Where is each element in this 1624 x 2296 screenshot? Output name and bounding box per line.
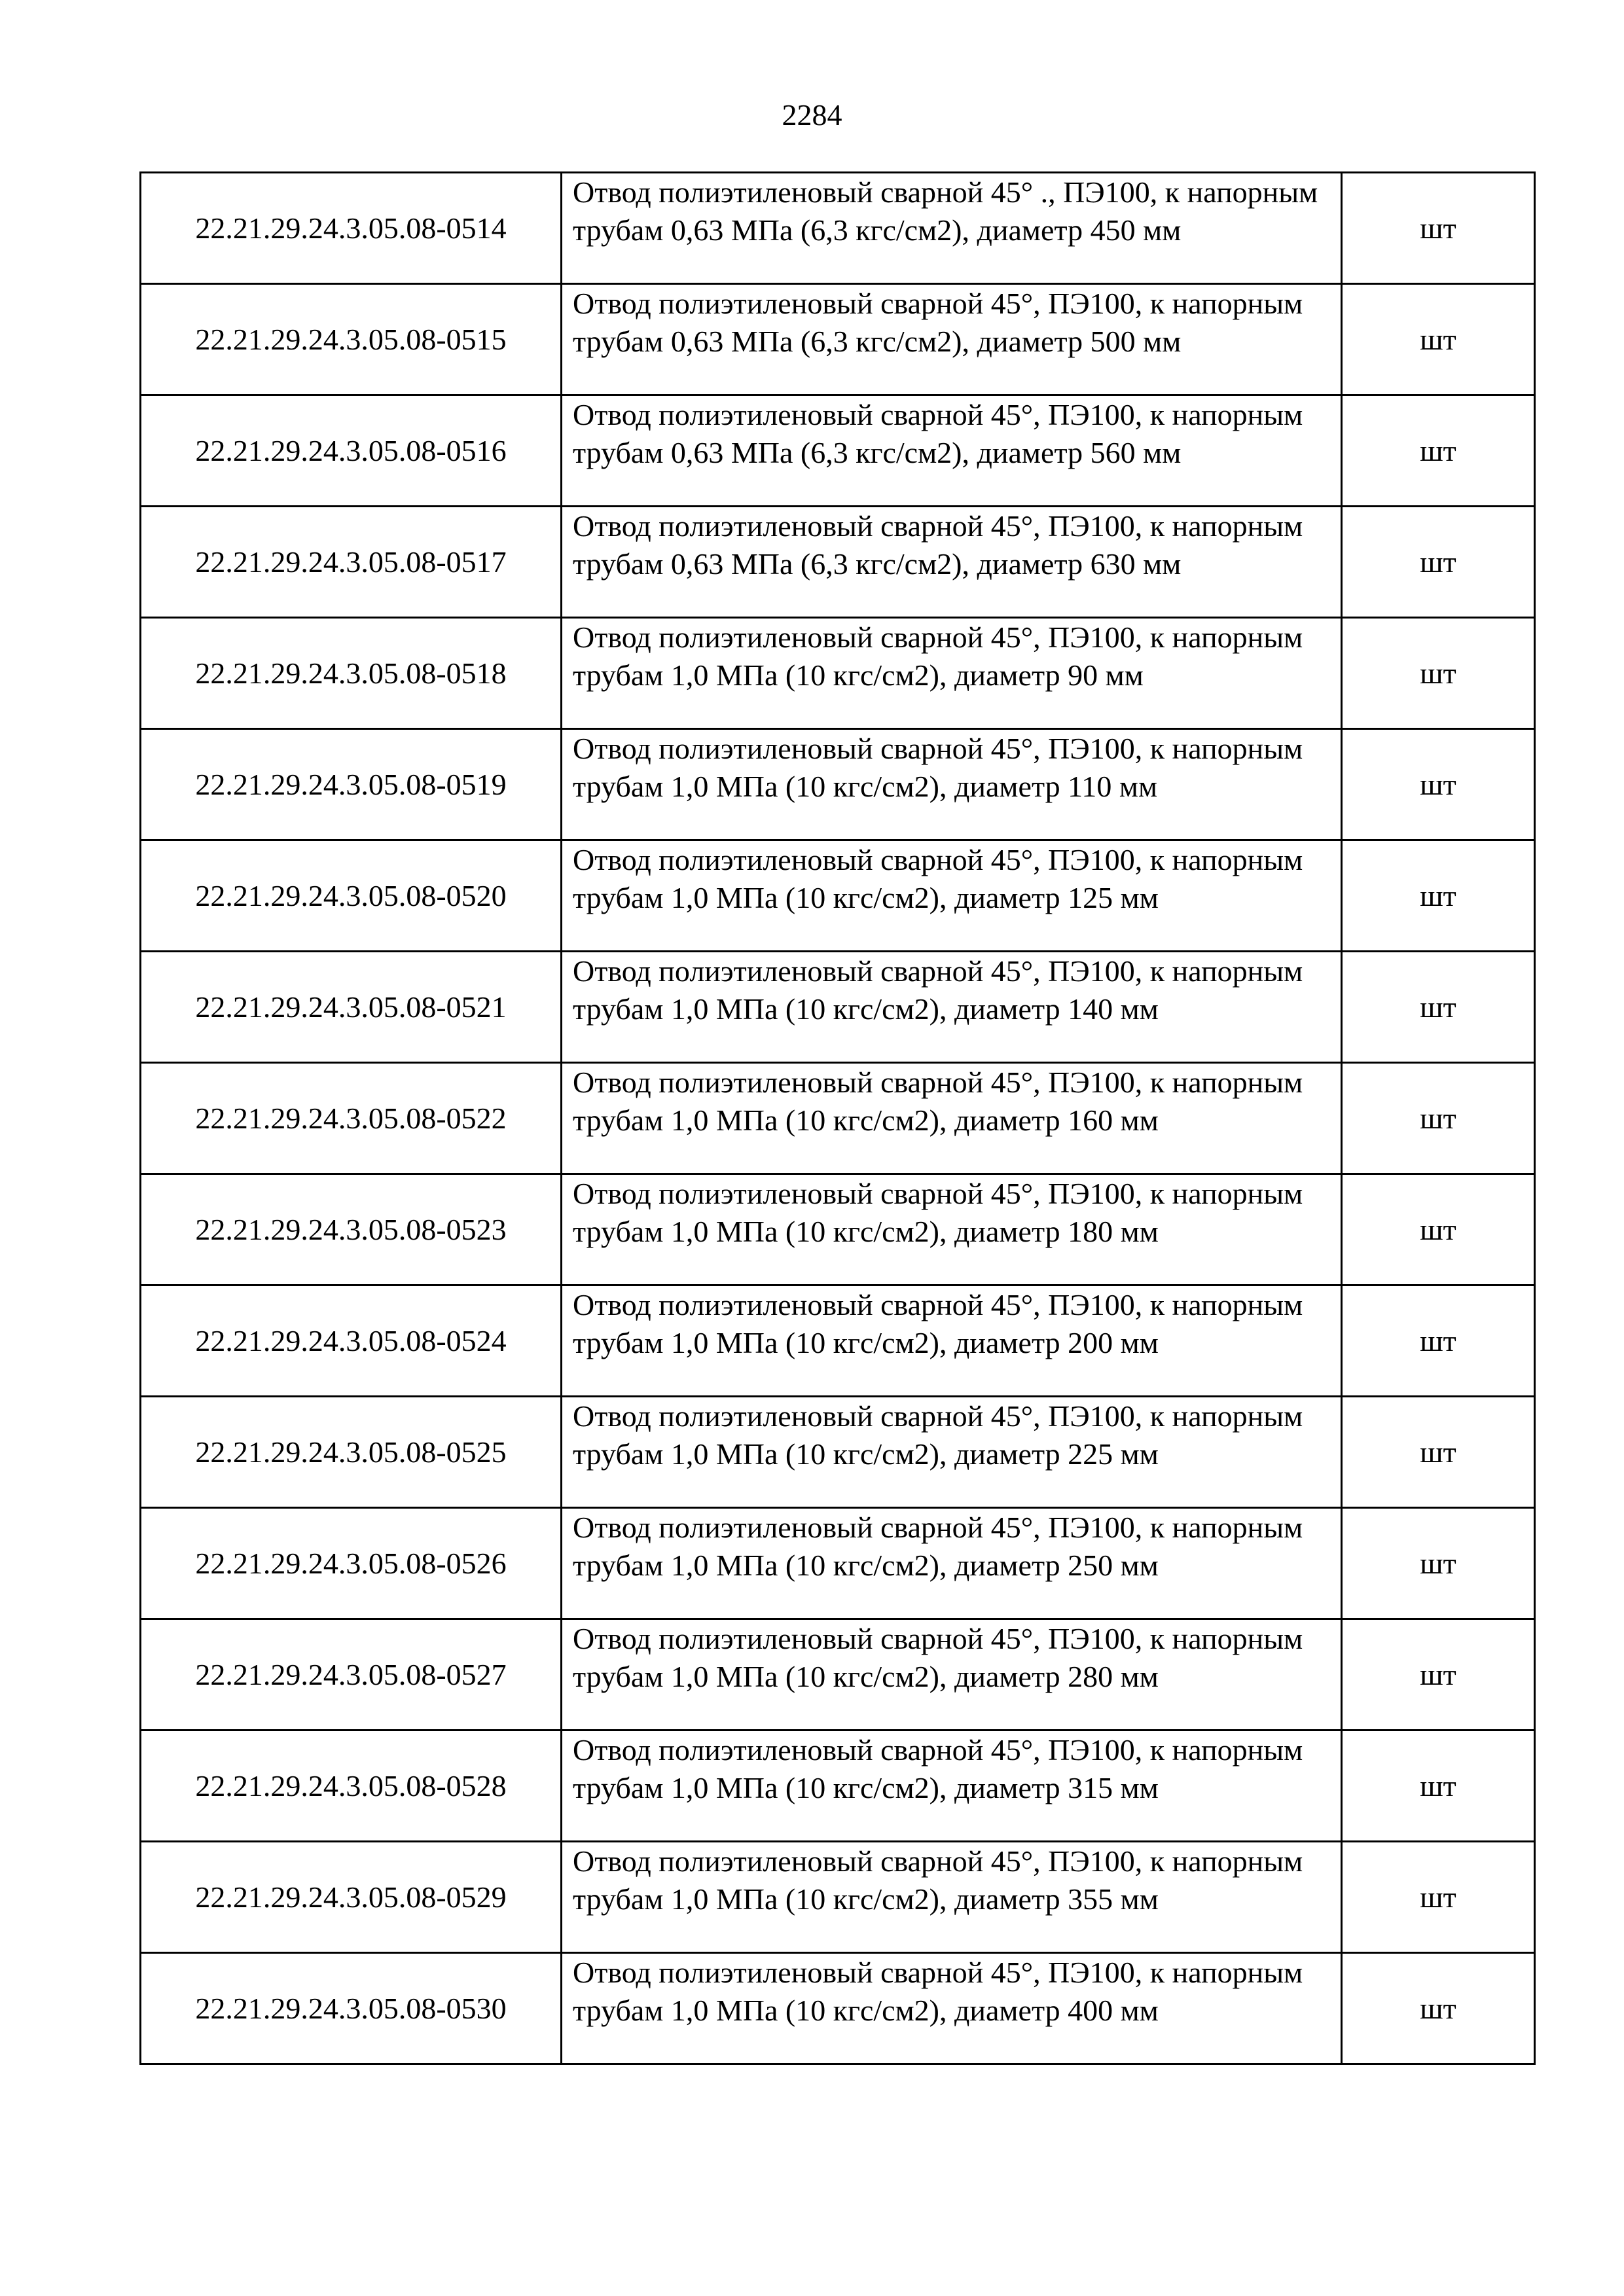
row-description: Отвод полиэтиленовый сварной 45° ., ПЭ100, к напорным трубам 0,63 МПа (6,3 кгс/см2), диаметр 450 мм [562, 173, 1342, 284]
row-description: Отвод полиэтиленовый сварной 45°, ПЭ100, к напорным трубам 1,0 МПа (10 кгс/см2), диаметр 315 мм [562, 1731, 1342, 1842]
table-row [141, 1508, 1535, 1619]
row-unit: шт [1342, 952, 1535, 1063]
catalog-table-body [141, 173, 1535, 2064]
row-unit: шт [1342, 618, 1535, 729]
row-code: 22.21.29.24.3.05.08-0528 [141, 1731, 562, 1842]
row-description: Отвод полиэтиленовый сварной 45°, ПЭ100, к напорным трубам 0,63 МПа (6,3 кгс/см2), диаметр 560 мм [562, 395, 1342, 507]
row-unit: шт [1342, 1397, 1535, 1508]
row-unit: шт [1342, 1953, 1535, 2064]
table-row [141, 1953, 1535, 2064]
row-unit: шт [1342, 1842, 1535, 1953]
row-code: 22.21.29.24.3.05.08-0529 [141, 1842, 562, 1953]
table-row [141, 1619, 1535, 1731]
row-code: 22.21.29.24.3.05.08-0515 [141, 284, 562, 395]
row-unit: шт [1342, 729, 1535, 840]
table-row [141, 507, 1535, 618]
row-description: Отвод полиэтиленовый сварной 45°, ПЭ100, к напорным трубам 1,0 МПа (10 кгс/см2), диаметр 200 мм [562, 1285, 1342, 1397]
row-description: Отвод полиэтиленовый сварной 45°, ПЭ100, к напорным трубам 1,0 МПа (10 кгс/см2), диаметр 125 мм [562, 840, 1342, 952]
row-unit: шт [1342, 173, 1535, 284]
row-unit: шт [1342, 1063, 1535, 1174]
row-description: Отвод полиэтиленовый сварной 45°, ПЭ100, к напорным трубам 1,0 МПа (10 кгс/см2), диаметр 110 мм [562, 729, 1342, 840]
row-description: Отвод полиэтиленовый сварной 45°, ПЭ100, к напорным трубам 1,0 МПа (10 кгс/см2), диаметр 225 мм [562, 1397, 1342, 1508]
row-unit: шт [1342, 1619, 1535, 1731]
row-unit: шт [1342, 1731, 1535, 1842]
row-description: Отвод полиэтиленовый сварной 45°, ПЭ100, к напорным трубам 0,63 МПа (6,3 кгс/см2), диаметр 500 мм [562, 284, 1342, 395]
row-code: 22.21.29.24.3.05.08-0527 [141, 1619, 562, 1731]
row-code: 22.21.29.24.3.05.08-0514 [141, 173, 562, 284]
table-row [141, 840, 1535, 952]
row-unit: шт [1342, 1508, 1535, 1619]
row-description: Отвод полиэтиленовый сварной 45°, ПЭ100, к напорным трубам 0,63 МПа (6,3 кгс/см2), диаметр 630 мм [562, 507, 1342, 618]
table-row [141, 1731, 1535, 1842]
row-description: Отвод полиэтиленовый сварной 45°, ПЭ100, к напорным трубам 1,0 МПа (10 кгс/см2), диаметр 160 мм [562, 1063, 1342, 1174]
row-code: 22.21.29.24.3.05.08-0524 [141, 1285, 562, 1397]
row-code: 22.21.29.24.3.05.08-0517 [141, 507, 562, 618]
row-unit: шт [1342, 840, 1535, 952]
row-description: Отвод полиэтиленовый сварной 45°, ПЭ100, к напорным трубам 1,0 МПа (10 кгс/см2), диаметр 90 мм [562, 618, 1342, 729]
row-code: 22.21.29.24.3.05.08-0525 [141, 1397, 562, 1508]
table-row [141, 284, 1535, 395]
row-code: 22.21.29.24.3.05.08-0520 [141, 840, 562, 952]
table-row [141, 395, 1535, 507]
row-description: Отвод полиэтиленовый сварной 45°, ПЭ100, к напорным трубам 1,0 МПа (10 кгс/см2), диаметр 250 мм [562, 1508, 1342, 1619]
table-row [141, 1063, 1535, 1174]
table-row [141, 1842, 1535, 1953]
row-description: Отвод полиэтиленовый сварной 45°, ПЭ100, к напорным трубам 1,0 МПа (10 кгс/см2), диаметр 280 мм [562, 1619, 1342, 1731]
catalog-table [139, 171, 1536, 2065]
row-unit: шт [1342, 507, 1535, 618]
row-description: Отвод полиэтиленовый сварной 45°, ПЭ100, к напорным трубам 1,0 МПа (10 кгс/см2), диаметр 355 мм [562, 1842, 1342, 1953]
row-code: 22.21.29.24.3.05.08-0516 [141, 395, 562, 507]
table-row [141, 952, 1535, 1063]
row-code: 22.21.29.24.3.05.08-0526 [141, 1508, 562, 1619]
page-number: 2284 [782, 98, 842, 132]
table-row [141, 1285, 1535, 1397]
row-unit: шт [1342, 1285, 1535, 1397]
row-code: 22.21.29.24.3.05.08-0522 [141, 1063, 562, 1174]
row-code: 22.21.29.24.3.05.08-0521 [141, 952, 562, 1063]
row-unit: шт [1342, 395, 1535, 507]
row-code: 22.21.29.24.3.05.08-0519 [141, 729, 562, 840]
row-code: 22.21.29.24.3.05.08-0530 [141, 1953, 562, 2064]
table-row [141, 1397, 1535, 1508]
row-description: Отвод полиэтиленовый сварной 45°, ПЭ100, к напорным трубам 1,0 МПа (10 кгс/см2), диаметр 140 мм [562, 952, 1342, 1063]
row-description: Отвод полиэтиленовый сварной 45°, ПЭ100, к напорным трубам 1,0 МПа (10 кгс/см2), диаметр 400 мм [562, 1953, 1342, 2064]
row-code: 22.21.29.24.3.05.08-0523 [141, 1174, 562, 1285]
table-row [141, 729, 1535, 840]
row-unit: шт [1342, 284, 1535, 395]
table-row [141, 173, 1535, 284]
row-code: 22.21.29.24.3.05.08-0518 [141, 618, 562, 729]
table-row [141, 1174, 1535, 1285]
row-description: Отвод полиэтиленовый сварной 45°, ПЭ100, к напорным трубам 1,0 МПа (10 кгс/см2), диаметр 180 мм [562, 1174, 1342, 1285]
table-row [141, 618, 1535, 729]
row-unit: шт [1342, 1174, 1535, 1285]
